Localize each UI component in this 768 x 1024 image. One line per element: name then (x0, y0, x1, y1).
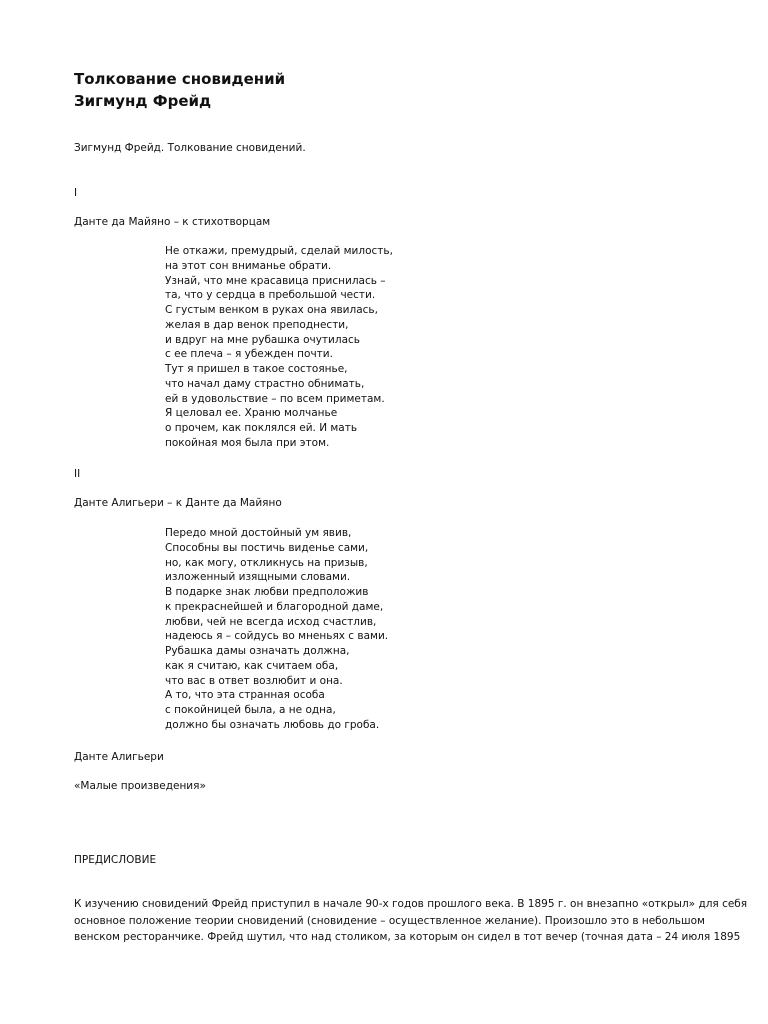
section-1-numeral: I (74, 187, 78, 199)
verse-line: на этот сон вниманье обрати. (165, 259, 332, 272)
verse-line: С густым венком в руках она явилась, (165, 304, 378, 316)
paragraph-line: К изучению сновидений Фрейд приступил в начале 90-х годов прошлого века. В 1895 г. он внезапно «открыл» для себя (74, 898, 748, 910)
preface-heading: ПРЕДИСЛОВИЕ (74, 854, 157, 866)
verse-line: должно бы означать любовь до гроба. (165, 718, 380, 731)
verse-line: Передо мной достойный ум явив, (165, 527, 352, 539)
paragraph-line: основное положение теории сновидений (сновидение – осуществленное желание). Произошло это в небольшом (74, 914, 705, 927)
verse-line: с ее плеча – я убежден почти. (165, 348, 333, 361)
document-title: Толкование сновидений (74, 70, 286, 88)
verse-line: изложенный изящными словами. (165, 571, 351, 584)
verse-line: В подарке знак любви предположив (165, 586, 369, 598)
verse-line: Рубашка дамы означать должна, (165, 645, 350, 657)
verse-line: Способны вы постичь виденье сами, (165, 541, 369, 554)
preface-paragraph (74, 896, 754, 946)
verse-line: что начал даму страстно обнимать, (165, 377, 365, 390)
subtitle-line: Зигмунд Фрейд. Толкование сновидений. (74, 142, 306, 154)
verse-line: А то, что эта странная особа (165, 689, 325, 702)
section-2-heading: Данте Алигьери – к Данте да Майяно (74, 497, 282, 509)
verse-line: та, что у сердца в пребольшой чести. (165, 289, 376, 302)
verse-line: и вдруг на мне рубашка очутилась (165, 333, 360, 346)
verse-line: желая в дар венок преподнести, (165, 318, 349, 331)
verse-line: о прочем, как поклялся ей. И мать (165, 422, 358, 434)
verse-line: любви, чей не всегда исход счастлив, (165, 615, 377, 628)
document-author: Зигмунд Фрейд (74, 92, 212, 110)
verse-line: что вас в ответ возлюбит и она. (165, 674, 343, 687)
verse-line: Узнай, что мне красавица приснилась – (165, 274, 386, 287)
verse-line: надеюсь я – сойдусь во мненьях с вами. (165, 630, 389, 643)
verse-line: Я целовал ее. Храню молчанье (165, 407, 338, 420)
source-title: «Малые произведения» (74, 780, 206, 792)
verse-line: но, как могу, откликнусь на призыв, (165, 556, 368, 569)
attribution: Данте Алигьери (74, 751, 164, 763)
verse-line: Не откажи, премудрый, сделай милость, (165, 245, 393, 257)
verse-line: с покойницей была, а не одна, (165, 704, 336, 716)
verse-line: Тут я пришел в такое состоянье, (165, 363, 348, 375)
paragraph-line: венском ресторанчике. Фрейд шутил, что над столиком, за которым он сидел в тот вечер (точная дата – 24 июля 1895 (74, 931, 741, 943)
verse-line: к прекраснейшей и благородной даме, (165, 600, 384, 613)
section-2-numeral: II (74, 468, 81, 480)
section-2-verse (165, 526, 388, 733)
section-1-heading: Данте да Майяно – к стихотворцам (74, 216, 271, 228)
verse-line: ей в удовольствие – по всем приметам. (165, 392, 385, 405)
verse-line: покойная моя была при этом. (165, 436, 330, 449)
section-1-verse (165, 244, 393, 451)
verse-line: как я считаю, как считаем оба, (165, 659, 339, 672)
